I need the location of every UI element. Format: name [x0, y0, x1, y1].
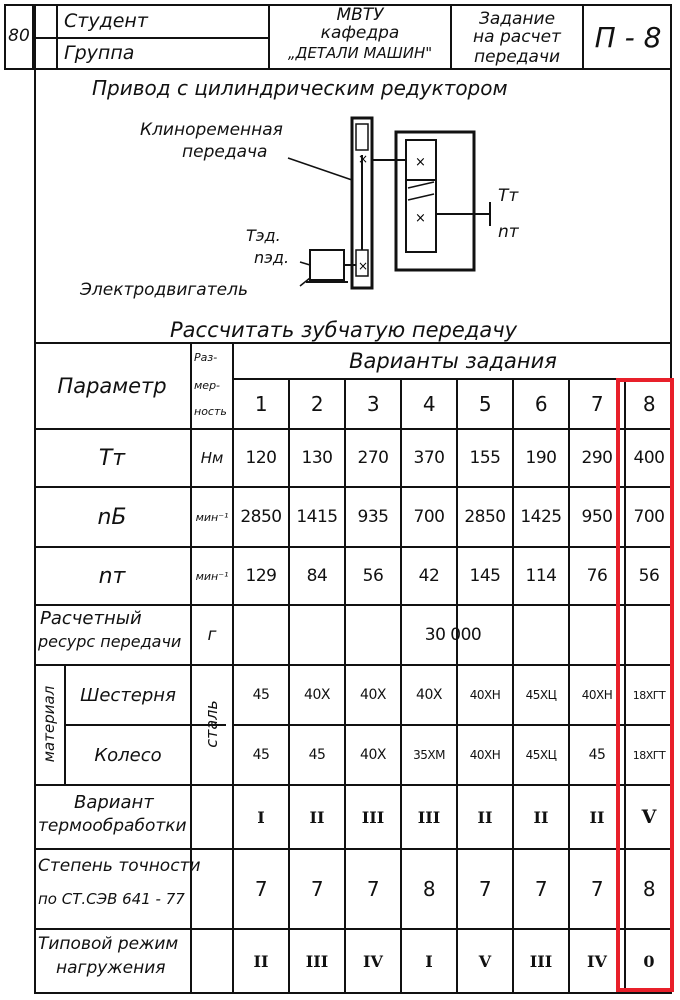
row-accuracy-v3: 7	[366, 877, 380, 901]
task-line3: передачи	[473, 47, 561, 67]
row-nb-v6: 1425	[520, 507, 562, 527]
task-line1: Задание	[478, 9, 556, 29]
row-mode-label-line2: нагружения	[56, 958, 166, 978]
institution-line3: „ДЕТАЛИ МАШИН"	[287, 44, 433, 62]
row-accuracy-v5: 7	[478, 877, 492, 901]
row-tt-v2: 130	[301, 448, 333, 468]
group-label: Группа	[64, 42, 135, 64]
row-resource-label-line2: ресурс передачи	[38, 632, 182, 651]
row-gear-v7: 40ХН	[581, 688, 613, 702]
row-heat-label-line1: Вариант	[74, 792, 154, 813]
row-heat-v8: V	[641, 806, 657, 828]
row-nt-v4: 42	[418, 566, 440, 586]
row-mode-v2: III	[305, 951, 329, 971]
institution-line2: кафедра	[320, 23, 400, 43]
table-caption: Рассчитать зубчатую передачу	[170, 318, 518, 342]
header-block	[4, 4, 672, 70]
row-nt-label: nт	[98, 563, 126, 589]
row-accuracy-v7: 7	[590, 877, 604, 901]
row-heat-v4: III	[417, 807, 441, 827]
t-t-label: Tт	[498, 186, 519, 206]
row-accuracy-v1: 7	[254, 877, 268, 901]
row-accuracy-v4: 8	[422, 877, 436, 901]
row-heat-v7: II	[589, 807, 605, 827]
belt-label-line1: Клиноременная	[140, 120, 283, 140]
institution-line1: МВТУ	[336, 5, 384, 25]
row-mode-v1: II	[253, 951, 269, 971]
row-gear-v1: 45	[252, 687, 270, 703]
row-tt-label: Tт	[98, 445, 126, 471]
row-tt-v3: 270	[357, 448, 389, 468]
row-heat-v1: I	[257, 807, 265, 827]
row-wheel-v7: 45	[588, 747, 606, 763]
row-accuracy-v8: 8	[642, 877, 656, 901]
row-nb-v2: 1415	[296, 507, 338, 527]
row-wheel-v1: 45	[252, 747, 270, 763]
unit-header-line3: ность	[194, 405, 227, 418]
row-heat-v6: II	[533, 807, 549, 827]
row-gear-v4: 40Х	[416, 687, 442, 703]
variant-2-header: 2	[310, 392, 324, 416]
row-nb-v3: 935	[357, 507, 389, 527]
row-heat-v3: III	[361, 807, 385, 827]
row-mode-v4: I	[425, 951, 433, 971]
row-nb-v4: 700	[413, 507, 445, 527]
unit-header-line2: мер-	[194, 379, 221, 392]
row-tt-unit: Нм	[200, 449, 224, 467]
row-gear-v8: 18ХГТ	[632, 688, 666, 702]
row-mode-v5: V	[478, 951, 492, 971]
row-accuracy-label-line1: Степень точности	[38, 856, 201, 876]
row-resource-unit: г	[207, 625, 217, 645]
belt-label-line2: передача	[182, 142, 268, 162]
row-wheel-v4: 35ХМ	[413, 748, 445, 762]
material-unit: сталь	[201, 700, 221, 748]
variant-3-header: 3	[366, 392, 380, 416]
row-resource-value: 30 000	[424, 625, 482, 645]
t-ed-label: Tэд.	[246, 226, 281, 245]
row-gear-v5: 40ХН	[469, 688, 501, 702]
row-gear-v2: 40Х	[304, 687, 330, 703]
row-resource-label-line1: Расчетный	[40, 608, 142, 629]
variants-header: Варианты задания	[349, 349, 557, 373]
row-mode-label-line1: Типовой режим	[38, 934, 179, 954]
row-mode-v3: IV	[363, 951, 383, 971]
task-code: П - 8	[594, 20, 662, 54]
row-wheel-v6: 45ХЦ	[525, 748, 557, 762]
row-tt-v1: 120	[245, 448, 277, 468]
row-mode-v7: IV	[587, 951, 607, 971]
variant-6-header: 6	[534, 392, 548, 416]
row-wheel-v5: 40ХН	[469, 748, 501, 762]
student-label: Студент	[64, 10, 148, 32]
variant-7-header: 7	[590, 392, 604, 416]
row-nb-v1: 2850	[240, 507, 282, 527]
task-line2: на расчет	[473, 27, 561, 47]
row-gear-v6: 45ХЦ	[525, 688, 557, 702]
variant-5-header: 5	[478, 392, 492, 416]
parameters-table	[34, 342, 672, 994]
unit-header-line1: Раз-	[194, 351, 218, 364]
variant-1-header: 1	[254, 392, 268, 416]
row-wheel-label: Колесо	[94, 744, 162, 766]
row-nt-v1: 129	[245, 566, 277, 586]
row-gear-label: Шестерня	[80, 684, 176, 706]
row-tt-v7: 290	[581, 448, 613, 468]
material-group-label: материал	[40, 685, 58, 763]
drive-diagram	[270, 110, 510, 300]
variant-4-header: 4	[422, 392, 436, 416]
row-nt-v3: 56	[362, 566, 384, 586]
row-nb-v8: 700	[633, 507, 665, 527]
motor-label: Электродвигатель	[80, 280, 248, 300]
row-heat-v2: II	[309, 807, 325, 827]
row-nt-v7: 76	[586, 566, 608, 586]
svg-text:×: ×	[415, 211, 426, 226]
variant-8-highlight	[616, 378, 674, 992]
row-tt-v4: 370	[413, 448, 445, 468]
row-nt-unit: мин⁻¹	[195, 569, 229, 583]
svg-text:×: ×	[358, 259, 369, 273]
diagram-title: Привод с цилиндрическим редуктором	[92, 76, 508, 100]
row-nb-label: nБ	[97, 504, 127, 530]
row-accuracy-v6: 7	[534, 877, 548, 901]
row-tt-v5: 155	[469, 448, 501, 468]
row-accuracy-v2: 7	[310, 877, 324, 901]
row-nt-v5: 145	[469, 566, 501, 586]
param-header: Параметр	[57, 374, 167, 398]
row-tt-v8: 400	[633, 448, 665, 468]
row-wheel-v2: 45	[308, 747, 326, 763]
row-heat-v5: II	[477, 807, 493, 827]
variant-8-header: 8	[642, 392, 656, 416]
row-accuracy-label-line2: по СТ.СЭВ 641 - 77	[38, 890, 185, 908]
row-nb-v5: 2850	[464, 507, 506, 527]
n-t-label: nт	[498, 222, 519, 242]
row-nt-v6: 114	[525, 566, 557, 586]
row-nt-v8: 56	[638, 566, 660, 586]
row-gear-v3: 40Х	[360, 687, 386, 703]
n-ed-label: nэд.	[254, 248, 290, 267]
row-wheel-v3: 40Х	[360, 747, 386, 763]
page-number: 80	[8, 26, 30, 46]
row-nb-unit: мин⁻¹	[195, 510, 229, 524]
row-mode-v8: 0	[643, 951, 655, 971]
row-mode-v6: III	[529, 951, 553, 971]
row-tt-v6: 190	[525, 448, 557, 468]
svg-text:×: ×	[415, 155, 426, 170]
row-heat-label-line2: термообработки	[38, 816, 187, 836]
row-nb-v7: 950	[581, 507, 613, 527]
svg-text:×: ×	[358, 152, 369, 166]
row-nt-v2: 84	[306, 566, 328, 586]
row-wheel-v8: 18ХГТ	[632, 748, 666, 762]
